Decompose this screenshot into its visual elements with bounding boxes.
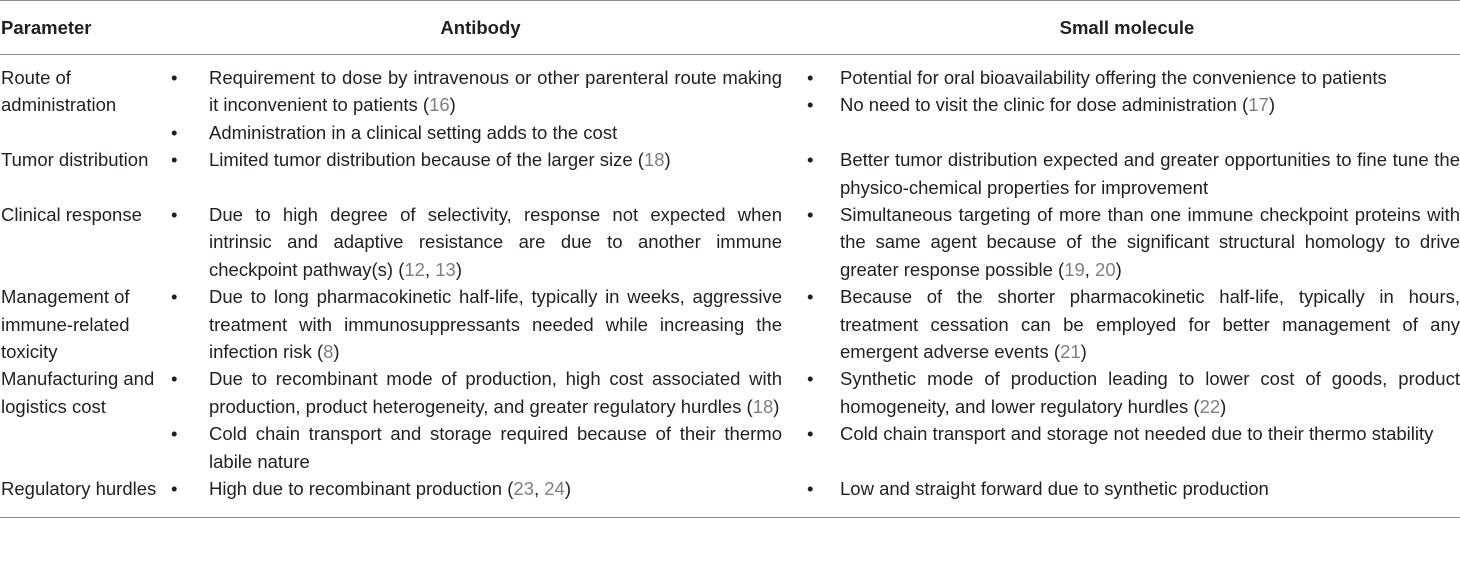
small-molecule-cell [794,146,1460,201]
antibody-cell [167,475,794,517]
reference-link[interactable]: 24 [544,478,565,500]
bullet-list [167,64,794,146]
reference-link[interactable]: 16 [429,94,450,116]
bullet-text: Cold chain transport and storage required because of their thermo labile nature [209,423,782,472]
bullet-text: Potential for oral bioavailability offering the convenience to patients [840,67,1387,88]
bullet-item [794,283,1460,365]
bullet-text-tail: ) [773,395,780,417]
parameter-cell: Route of administration [1,67,117,116]
reference-link[interactable]: 8 [323,341,334,363]
bullet-text-tail: ) [333,341,340,363]
bullet-item [794,420,1460,447]
bullet-text: Better tumor distribution expected and greater opportunities to fine tune the physico-chemical properties for improvement [840,149,1460,198]
antibody-cell [167,283,794,365]
bullet-item [167,146,794,173]
bullet-list [794,64,1460,119]
antibody-cell [167,201,794,283]
bullet-item [794,365,1460,420]
parameter-cell: Tumor distribution [1,149,149,171]
bullet-item: • Due to high degree of selectivity, response not expected when intrinsic and adaptive resistance are due to another immune checkpoint pathway(s) (12, 13) [167,201,794,283]
bullet-text: No need to visit the clinic for dose administration ( [840,94,1249,116]
bullet-list [794,201,1460,283]
bullet-item: • Simultaneous targeting of more than one immune checkpoint proteins with the same agent because of the significant structural homology to drive greater response possible (19, 20) [794,201,1460,283]
bullet-text: Simultaneous targeting of more than one immune checkpoint proteins with the same agent because of the significant structural homology to drive greater response possible ( [840,204,1460,280]
bullet-item [794,146,1460,201]
bullet-list [167,283,794,365]
bullet-text-tail: ) [1220,395,1227,417]
bullet-text-tail: ) [564,478,572,500]
bullet-text-tail: ) [449,94,456,116]
header-antibody: Antibody [167,1,794,55]
bullet-text: Due to recombinant mode of production, high cost associated with production, product heterogeneity, and greater regulatory hurdles ( [209,368,782,417]
bullet-list [794,146,1460,201]
reference-link[interactable]: 18 [643,149,665,171]
table-body [0,55,1460,518]
bullet-item [167,420,794,475]
bullet-text-tail: ) [1115,258,1122,280]
table-row [0,146,1460,201]
bullet-item [167,64,794,119]
small-molecule-cell [794,55,1460,147]
reference-link[interactable]: 13 [435,258,456,280]
bullet-list [167,146,794,173]
table-row [0,365,1460,475]
reference-link[interactable]: 19 [1064,258,1085,280]
antibody-cell [167,55,794,147]
table-row [0,201,1460,283]
reference-link[interactable]: 22 [1199,395,1221,417]
bullet-item [167,283,794,365]
bullet-item: • High due to recombinant production (23, 24) [167,475,794,502]
bullet-item [167,365,794,420]
bullet-text-tail: ) [1268,94,1275,116]
bullet-text-tail: ) [664,149,671,171]
bullet-list [167,201,794,283]
bullet-list [167,475,794,502]
bullet-item [794,64,1460,91]
parameter-cell: Management of immune-related toxicity [1,286,130,363]
bullet-list [794,283,1460,365]
small-molecule-cell [794,365,1460,475]
bullet-text: Due to high degree of selectivity, response not expected when intrinsic and adaptive resistance are due to another immune checkpoint pathway(s) ( [209,204,782,280]
bullet-item [794,475,1460,502]
bullet-text: Because of the shorter pharmacokinetic half-life, typically in hours, treatment cessation can be employed for better management of any emergent adverse events ( [840,286,1460,363]
antibody-cell [167,365,794,475]
reference-link[interactable]: 12 [404,258,425,280]
bullet-list [167,365,794,475]
table-row [0,283,1460,365]
bullet-text: Administration in a clinical setting adds to the cost [209,121,618,143]
bullet-text: Cold chain transport and storage not needed due to their thermo stability [840,423,1434,445]
reference-link[interactable]: 20 [1095,258,1116,280]
small-molecule-cell [794,283,1460,365]
table-header-row [0,1,1460,55]
small-molecule-cell [794,475,1460,517]
antibody-cell [167,146,794,201]
bullet-text: Requirement to dose by intravenous or other parenteral route making it inconvenient to patients ( [209,67,782,116]
bullet-text: Due to long pharmacokinetic half-life, typically in weeks, aggressive treatment with immunosuppressants needed while increasing the infection risk ( [209,286,782,363]
bullet-text: Limited tumor distribution because of the larger size ( [209,149,644,171]
header-parameter: Parameter [0,1,167,55]
bullet-list [794,365,1460,447]
parameter-cell: Manufacturing and logistics cost [1,368,155,417]
bullet-item [794,91,1460,118]
bullet-text-tail: ) [1080,341,1087,363]
bullet-text-tail: ) [455,258,462,280]
reference-link[interactable]: 21 [1060,341,1081,363]
bullet-item [167,119,794,146]
bullet-text: Low and straight forward due to synthetic production [840,478,1269,500]
parameter-cell: Regulatory hurdles [0,475,167,517]
bullet-text: Synthetic mode of production leading to lower cost of goods, product homogeneity, and lower regulatory hurdles ( [840,368,1460,417]
bullet-text: High due to recombinant production ( [209,478,514,500]
small-molecule-cell [794,201,1460,283]
reference-link[interactable]: 23 [513,478,534,500]
bullet-list [794,475,1460,502]
header-small-molecule: Small molecule [794,1,1460,55]
table-row [0,55,1460,147]
table-row [0,475,1460,517]
reference-link[interactable]: 18 [752,395,774,417]
reference-link[interactable]: 17 [1248,94,1269,116]
parameter-cell: Clinical response [1,204,142,226]
